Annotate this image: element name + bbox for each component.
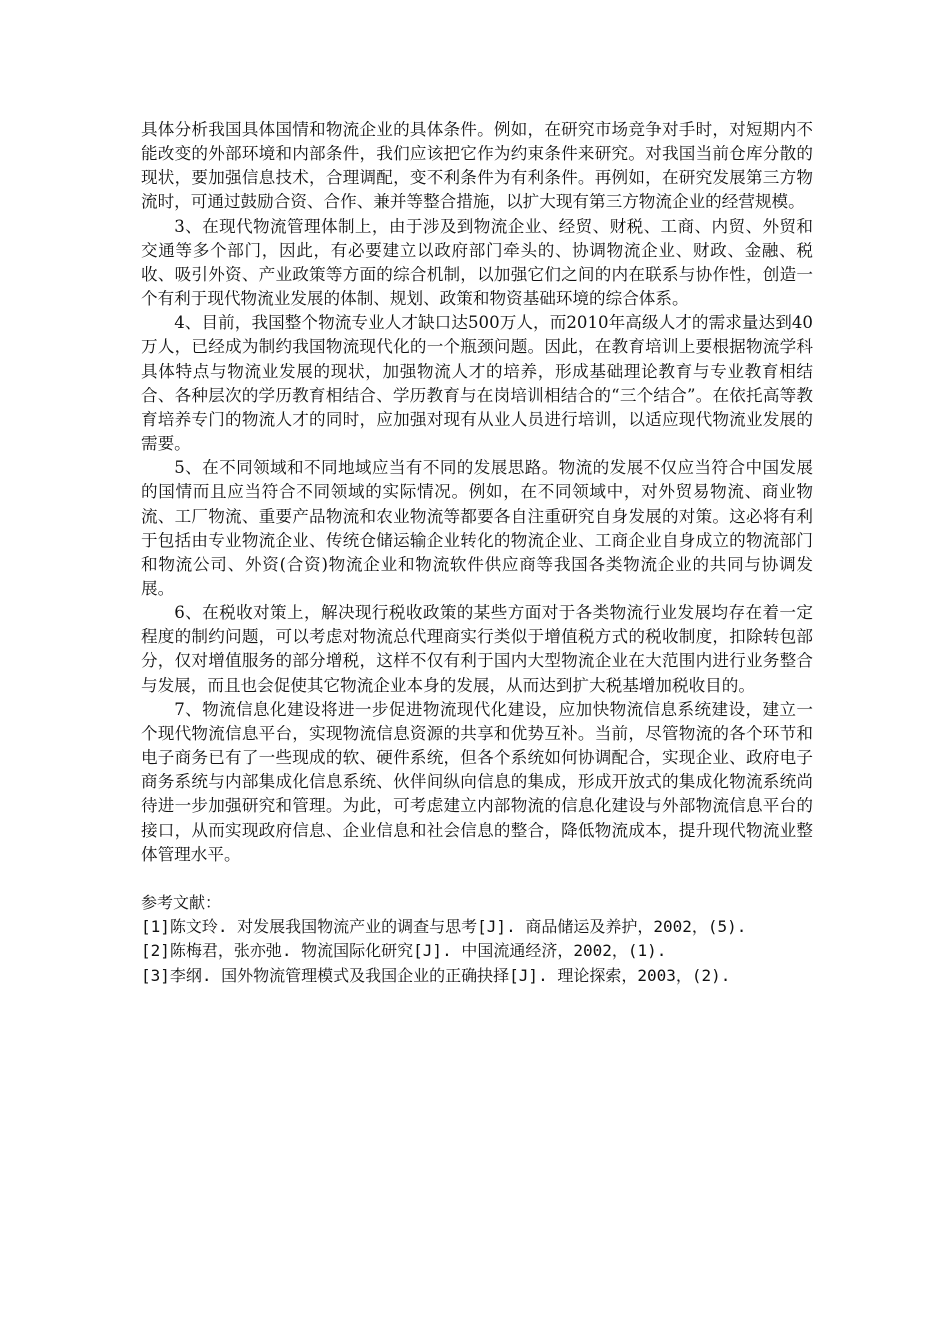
reference-item: [3]李纲. 国外物流管理模式及我国企业的正确抉择[J]. 理论探索，2003，(2). [141, 965, 731, 985]
paragraph: 6、在税收对策上，解决现行税收政策的某些方面对于各类物流行业发展均存在着一定程度的制约问题，可以考虑对物流总代理商实行类似于增值税方式的税收制度，扣除转包部分，仅对增值服务的部分增税，这样不仅有利于国内大型物流企业在大范围内进行业务整合与发展，而且也会促使其它物流企业本身的发展，从而达到扩大税基增加税收目的。 [141, 603, 813, 695]
paragraph: 5、在不同领域和不同地域应当有不同的发展思路。物流的发展不仅应当符合中国发展的国情而且应当符合不同领域的实际情况。例如，在不同领域中，对外贸易物流、商业物流、工厂物流、重要产品物流和农业物流等都要各自注重研究自身发展的对策。这必将有利于包括由专业物流企业、传统仓储运输企业转化的物流企业、工商企业自身成立的物流部门和物流公司、外资(合资)物流企业和物流软件供应商等我国各类物流企业的共同与协调发展。 [141, 458, 813, 598]
body-text [141, 118, 813, 867]
reference-item: [1]陈文玲. 对发展我国物流产业的调查与思考[J]. 商品储运及养护，2002，(5). [141, 917, 747, 937]
references-section [141, 891, 813, 988]
paragraph: 4、目前，我国整个物流专业人才缺口达500万人，而2010年高级人才的需求量达到40万人，已经成为制约我国物流现代化的一个瓶颈问题。因此，在教育培训上要根据物流学科具体特点与物流业发展的现状，加强物流人才的培养，形成基础理论教育与专业教育相结合、各种层次的学历教育相结合、学历教育与在岗培训相结合的“三个结合”。在依托高等教育培养专门的物流人才的同时，应加强对现有从业人员进行培训，以适应现代物流业发展的需要。 [141, 313, 813, 454]
references-heading: 参考文献： [141, 892, 222, 912]
reference-item: [2]陈梅君，张亦弛. 物流国际化研究[J]. 中国流通经济，2002，(1). [141, 941, 667, 961]
document-page [141, 118, 813, 988]
paragraph: 3、在现代物流管理体制上，由于涉及到物流企业、经贸、财税、工商、内贸、外贸和交通等多个部门，因此，有必要建立以政府部门牵头的、协调物流企业、财政、金融、税收、吸引外资、产业政策等方面的综合机制，以加强它们之间的内在联系与协作性，创造一个有利于现代物流业发展的体制、规划、政策和物资基础环境的综合体系。 [141, 216, 813, 309]
paragraph: 7、物流信息化建设将进一步促进物流现代化建设，应加快物流信息系统建设，建立一个现代物流信息平台，实现物流信息资源的共享和优势互补。当前，尽管物流的各个环节和电子商务已有了一些现成的软、硬件系统，但各个系统如何协调配合，实现企业、政府电子商务系统与内部集成化信息系统、伙伴间纵向信息的集成，形成开放式的集成化物流系统尚待进一步加强研究和管理。为此，可考虑建立内部物流的信息化建设与外部物流信息平台的接口，从而实现政府信息、企业信息和社会信息的整合，降低物流成本，提升现代物流业整体管理水平。 [141, 699, 813, 864]
paragraph: 具体分析我国具体国情和物流企业的具体条件。例如，在研究市场竞争对手时，对短期内不能改变的外部环境和内部条件，我们应该把它作为约束条件来研究。对我国当前仓库分散的现状，要加强信息技术，合理调配，变不利条件为有利条件。再例如，在研究发展第三方物流时，可通过鼓励合资、合作、兼并等整合措施，以扩大现有第三方物流企业的经营规模。 [141, 120, 813, 212]
